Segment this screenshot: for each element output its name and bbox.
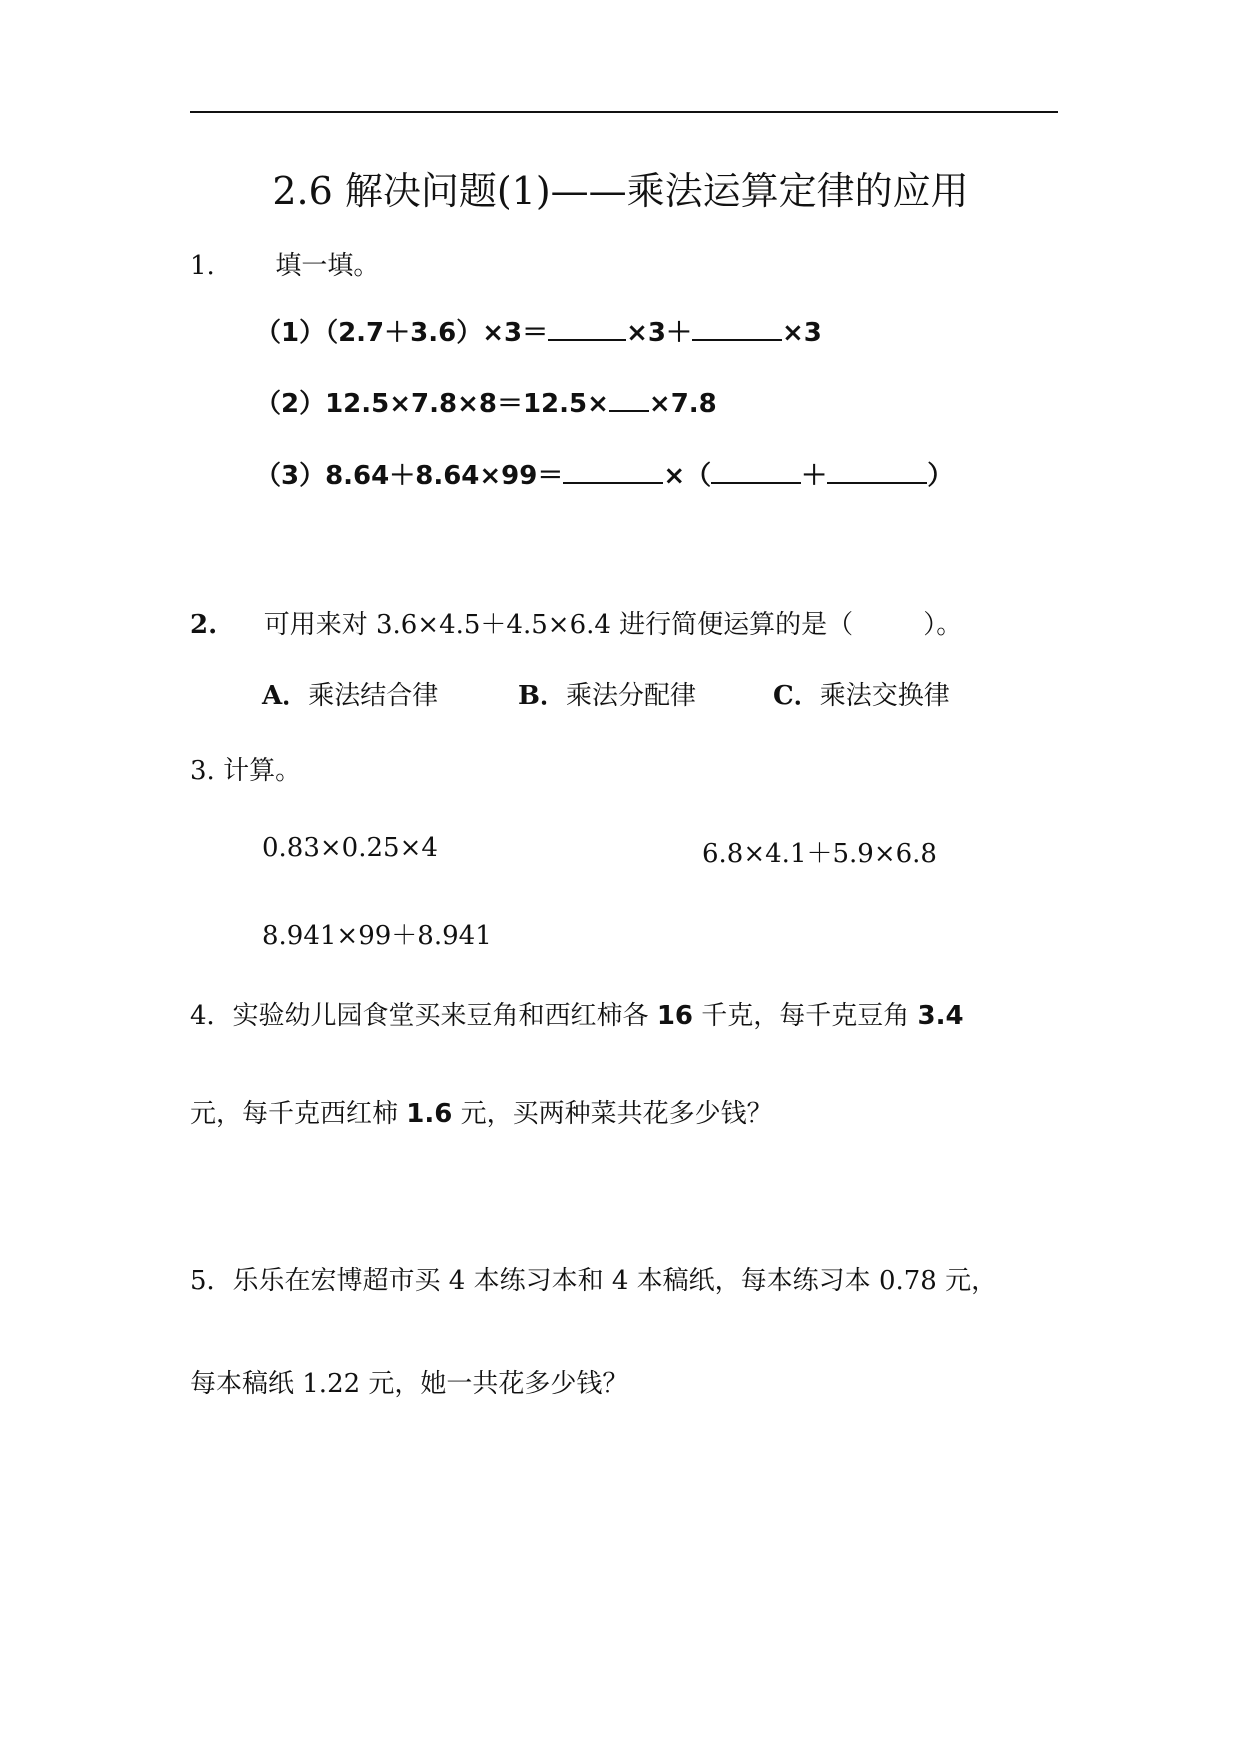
q5-line-2: 每本稿纸 1.22 元，她一共花多少钱？: [190, 1369, 629, 1399]
q1-item-2: [255, 383, 717, 420]
q1-item-3: [255, 455, 953, 492]
q1-item-1-label: （1）: [255, 318, 326, 348]
q2-option-b[interactable]: [518, 675, 696, 712]
q1-prompt: 填一填。: [275, 251, 380, 281]
q1-item-3-label: （3）: [255, 461, 326, 491]
q1-item-3-expr: 8.64＋8.64×99＝: [325, 461, 564, 491]
q4-number: 16: [656, 1001, 693, 1031]
q2-prompt: [190, 604, 962, 641]
q2-prompt-end: ）。: [923, 610, 963, 640]
q4-number: 1.6: [406, 1099, 453, 1129]
q1-item-3-expr: ＋: [801, 461, 828, 491]
option-text: 乘法交换律: [819, 681, 950, 711]
q2-option-a[interactable]: [262, 675, 438, 712]
q2-option-c[interactable]: [773, 675, 950, 712]
q4-text: 元，买两种菜共花多少钱？: [452, 1099, 773, 1129]
q2-number: 2.: [190, 610, 218, 640]
answer-blank[interactable]: [827, 459, 927, 484]
answer-blank[interactable]: [692, 316, 782, 341]
q1-number: 1.: [190, 251, 215, 281]
q1-item-1-expr: （2.7＋3.6）×3＝: [325, 318, 549, 348]
q1-item-1-expr: ×3＋: [626, 318, 692, 348]
answer-blank[interactable]: [563, 459, 663, 484]
q3-expr-2: 6.8×4.1＋5.9×6.8: [702, 839, 937, 869]
q1-item-1: [255, 312, 822, 349]
q3-expr-3: 8.941×99＋8.941: [262, 921, 492, 951]
q5-line-1: 5．乐乐在宏博超市买 4 本练习本和 4 本稿纸，每本练习本 0.78 元，: [190, 1266, 998, 1296]
q4-number: 3.4: [917, 1001, 964, 1031]
option-text: 乘法分配律: [565, 681, 696, 711]
q1-item-2-expr: 12.5×7.8×8＝12.5×: [325, 389, 609, 419]
answer-blank[interactable]: [609, 387, 649, 412]
answer-blank[interactable]: [711, 459, 801, 484]
q4-text: 元，每千克西红柿: [190, 1099, 407, 1129]
option-letter: A．: [262, 681, 309, 711]
option-letter: B．: [518, 681, 566, 711]
answer-blank[interactable]: [548, 316, 626, 341]
option-letter: C．: [773, 681, 820, 711]
q4-text: 千克，每千克豆角: [693, 1001, 918, 1031]
q1-header: [190, 245, 379, 282]
q3-heading: 3. 计算。: [190, 756, 302, 786]
q1-item-2-label: （2）: [255, 389, 326, 419]
q1-item-3-expr: ×（: [663, 461, 712, 491]
q1-item-2-expr: ×7.8: [648, 389, 717, 419]
page-title: 2.6 解决问题(1)——乘法运算定律的应用: [272, 169, 969, 213]
q2-prompt-text: 可用来对 3.6×4.5＋4.5×6.4 进行简便运算的是（: [263, 610, 854, 640]
q4-line-2: [190, 1093, 773, 1130]
q4-text: 4．实验幼儿园食堂买来豆角和西红柿各: [190, 1001, 657, 1031]
header-rule: [190, 111, 1058, 113]
q4-line-1: [190, 995, 964, 1032]
q1-item-3-expr: ）: [927, 461, 954, 491]
q1-item-1-expr: ×3: [781, 318, 822, 348]
option-text: 乘法结合律: [308, 681, 439, 711]
q3-expr-1: 0.83×0.25×4: [262, 833, 438, 863]
